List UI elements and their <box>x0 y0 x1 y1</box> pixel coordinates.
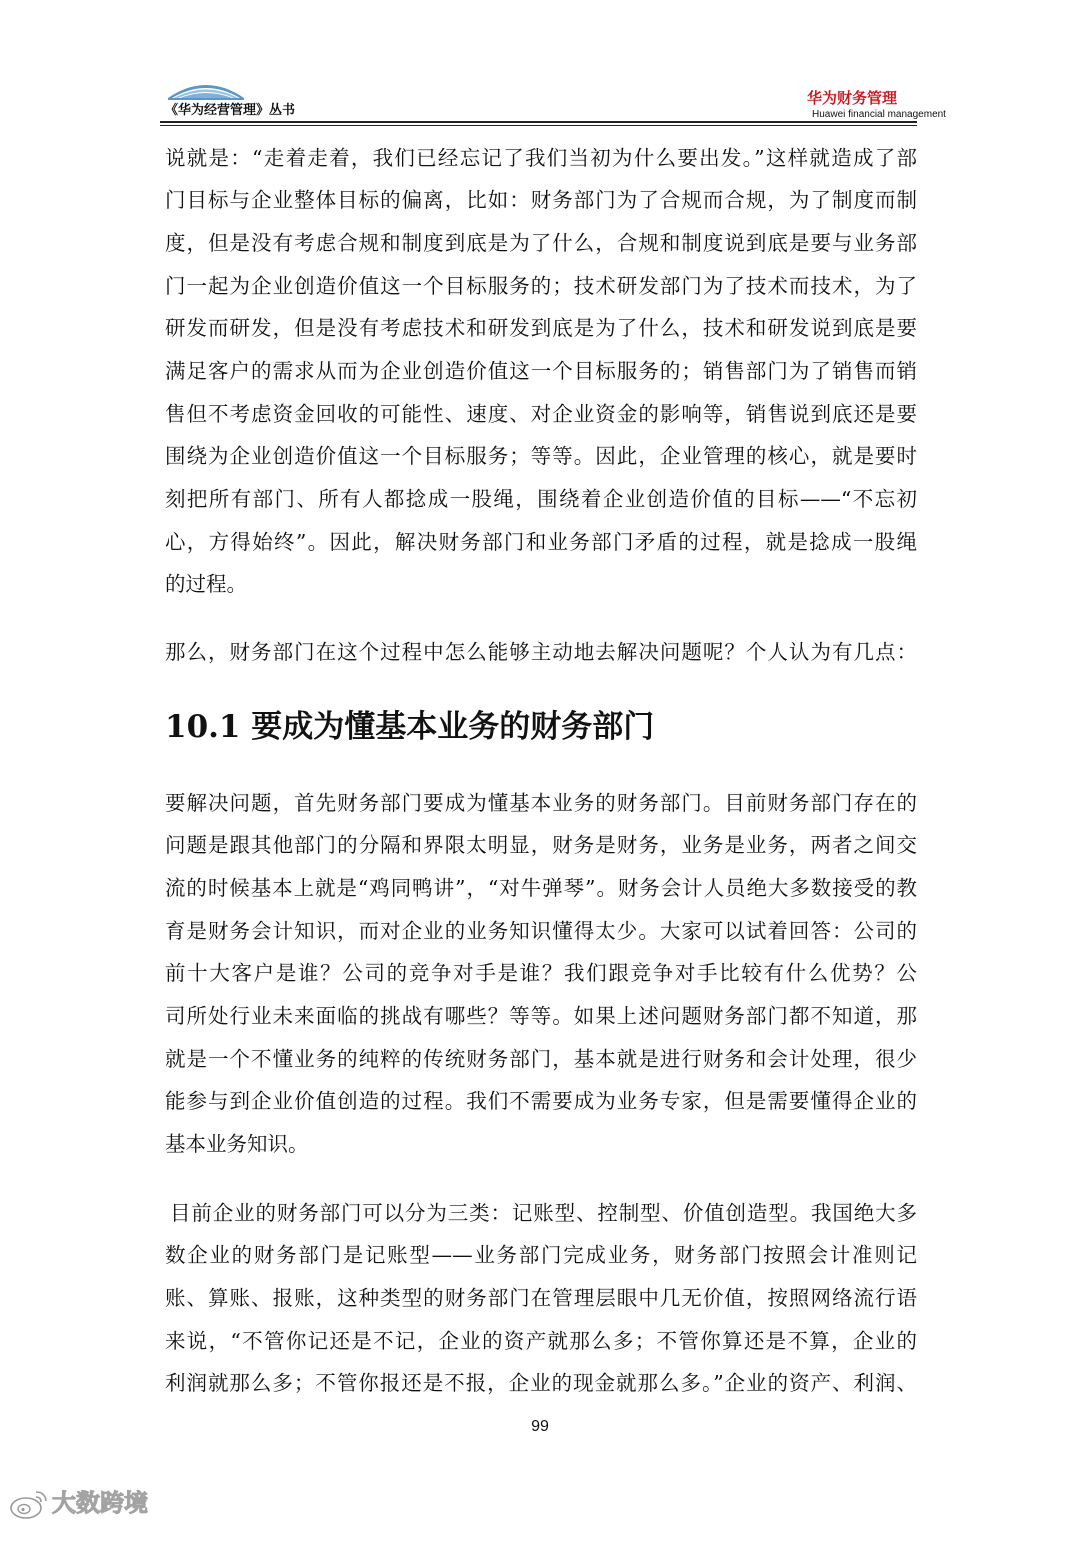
text-line: 的过程。 <box>165 572 247 597</box>
text-line: 前十大客户是谁？公司的竞争对手是谁？我们跟竞争对手比较有什么优势？公 <box>165 961 917 986</box>
header-rule <box>160 121 917 123</box>
section-heading: 10.1 要成为懂基本业务的财务部门 <box>165 709 655 745</box>
text-line: 门一起为企业创造价值这一个目标服务的；技术研发部门为了技术而技术，为了 <box>165 273 917 298</box>
paragraph-4 <box>165 1192 917 1405</box>
text-line: 来说，“不管你记还是不记，企业的资产就那么多；不管你算还是不算，企业的 <box>165 1328 917 1353</box>
text-line: 司所处行业未来面临的挑战有哪些？等等。如果上述问题财务部门都不知道，那 <box>165 1004 917 1029</box>
text-line: 售但不考虑资金回收的可能性、速度、对企业资金的影响等，销售说到底还是要 <box>165 401 917 426</box>
text-line: 就是一个不懂业务的纯粹的传统财务部门，基本就是进行财务和会计处理，很少 <box>165 1046 917 1071</box>
weibo-logo-icon <box>8 1486 50 1522</box>
text-line: 刻把所有部门、所有人都捻成一股绳，围绕着企业创造价值的目标——“不忘初 <box>165 487 917 512</box>
page-number: 99 <box>531 1418 549 1435</box>
text-line: 利润就那么多；不管你报还是不报，企业的现金就那么多。”企业的资产、利润、 <box>165 1371 917 1396</box>
paragraph-2 <box>165 631 917 674</box>
text-line: 门目标与企业整体目标的偏离，比如：财务部门为了合规而合规，为了制度而制 <box>165 188 917 213</box>
text-line: 要解决问题，首先财务部门要成为懂基本业务的财务部门。目前财务部门存在的 <box>165 790 917 815</box>
text-line: 那么，财务部门在这个过程中怎么能够主动地去解决问题呢？个人认为有几点： <box>165 639 917 664</box>
text-line: 账、算账、报账，这种类型的财务部门在管理层眼中几无价值，按照网络流行语 <box>165 1285 917 1310</box>
text-line: 度，但是没有考虑合规和制度到底是为了什么，合规和制度说到底是要与业务部 <box>165 230 917 255</box>
book-title-cn: 华为财务管理 <box>807 89 898 107</box>
text-line: 研发而研发，但是没有考虑技术和研发到底是为了什么，技术和研发说到底是要 <box>165 316 917 341</box>
text-line: 目前企业的财务部门可以分为三类：记账型、控制型、价值创造型。我国绝大多 <box>170 1200 917 1225</box>
text-line: 满足客户的需求从而为企业创造价值这一个目标服务的；销售部门为了销售而销 <box>165 359 917 384</box>
header-rule-thin <box>160 125 917 126</box>
text-line: 能参与到企业价值创造的过程。我们不需要成为业务专家，但是需要懂得企业的 <box>165 1089 917 1114</box>
text-line: 数企业的财务部门是记账型——业务部门完成业务，财务部门按照会计准则记 <box>165 1243 917 1268</box>
text-line: 心，方得始终”。因此，解决财务部门和业务部门矛盾的过程，就是捻成一股绳 <box>165 529 917 554</box>
roof-arc-logo-icon <box>166 76 246 102</box>
text-line: 围绕为企业创造价值这一个目标服务；等等。因此，企业管理的核心，就是要时 <box>165 444 917 469</box>
watermark-text: 大数跨境 <box>52 1489 148 1517</box>
text-line: 育是财务会计知识，而对企业的业务知识懂得太少。大家可以试着回答：公司的 <box>165 918 917 943</box>
text-line: 流的时候基本上就是“鸡同鸭讲”，“对牛弹琴”。财务会计人员绝大多数接受的教 <box>165 875 917 900</box>
paragraph-3 <box>165 782 917 1166</box>
book-title-en: Huawei financial management <box>812 109 946 120</box>
text-line: 基本业务知识。 <box>165 1132 309 1157</box>
text-line: 说就是：“走着走着，我们已经忘记了我们当初为什么要出发。”这样就造成了部 <box>165 145 917 170</box>
series-title: 《华为经营管理》丛书 <box>165 103 296 118</box>
text-line: 问题是跟其他部门的分隔和界限太明显，财务是财务，业务是业务，两者之间交 <box>165 833 917 858</box>
paragraph-1 <box>165 137 917 607</box>
